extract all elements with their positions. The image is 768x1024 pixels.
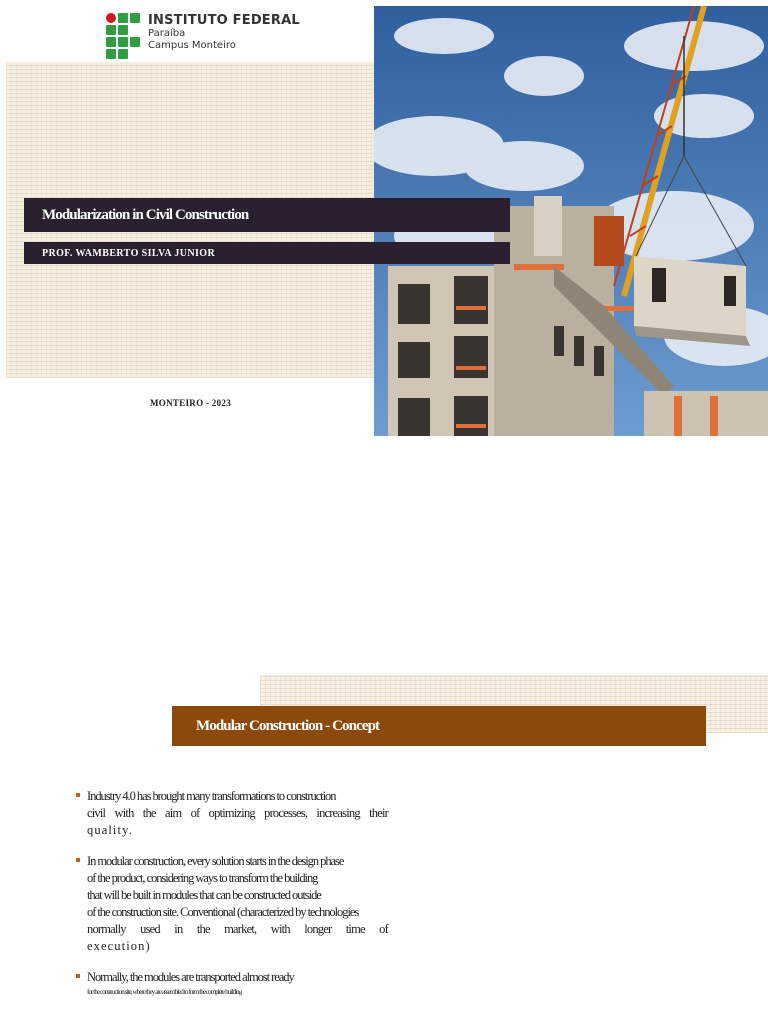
bullet-square-icon bbox=[76, 858, 80, 862]
institute-logo bbox=[106, 13, 300, 59]
if-logo-icon bbox=[106, 13, 140, 59]
logo-campus: Campus Monteiro bbox=[148, 40, 236, 51]
bullet-item: Industry 4.0 has brought many transformations to construction civil with the aim of optimizing processes, increasing their quality. bbox=[76, 788, 388, 839]
logo-state: Paraíba bbox=[148, 28, 186, 39]
bullet-square-icon bbox=[76, 793, 80, 797]
place-date: MONTEIRO - 2023 bbox=[150, 398, 231, 408]
bullet-square-icon bbox=[76, 974, 80, 978]
presentation-title-bar bbox=[24, 198, 510, 232]
cover-slide bbox=[0, 0, 768, 436]
logo-title: INSTITUTO FEDERAL bbox=[148, 13, 300, 28]
author-bar bbox=[24, 242, 510, 264]
presentation-title: Modularization in Civil Construction bbox=[42, 206, 249, 223]
bullet-list bbox=[76, 788, 388, 1012]
slide-heading-bar bbox=[172, 706, 706, 746]
bullet-item: Normally, the modules are transported almost ready for the construction site, where they are assembled to form the complete building bbox=[76, 969, 388, 998]
author-name: PROF. WAMBERTO SILVA JUNIOR bbox=[42, 247, 216, 259]
slide-heading: Modular Construction - Concept bbox=[196, 717, 380, 734]
bullet-item: In modular construction, every solution starts in the design phase of the product, considering ways to transform the building that will be built in modules that can be constructed outside of the construction site. Conventional (characterized by technologies normally used in the market, with longer time of execution) bbox=[76, 853, 388, 955]
concept-slide bbox=[0, 660, 768, 1024]
